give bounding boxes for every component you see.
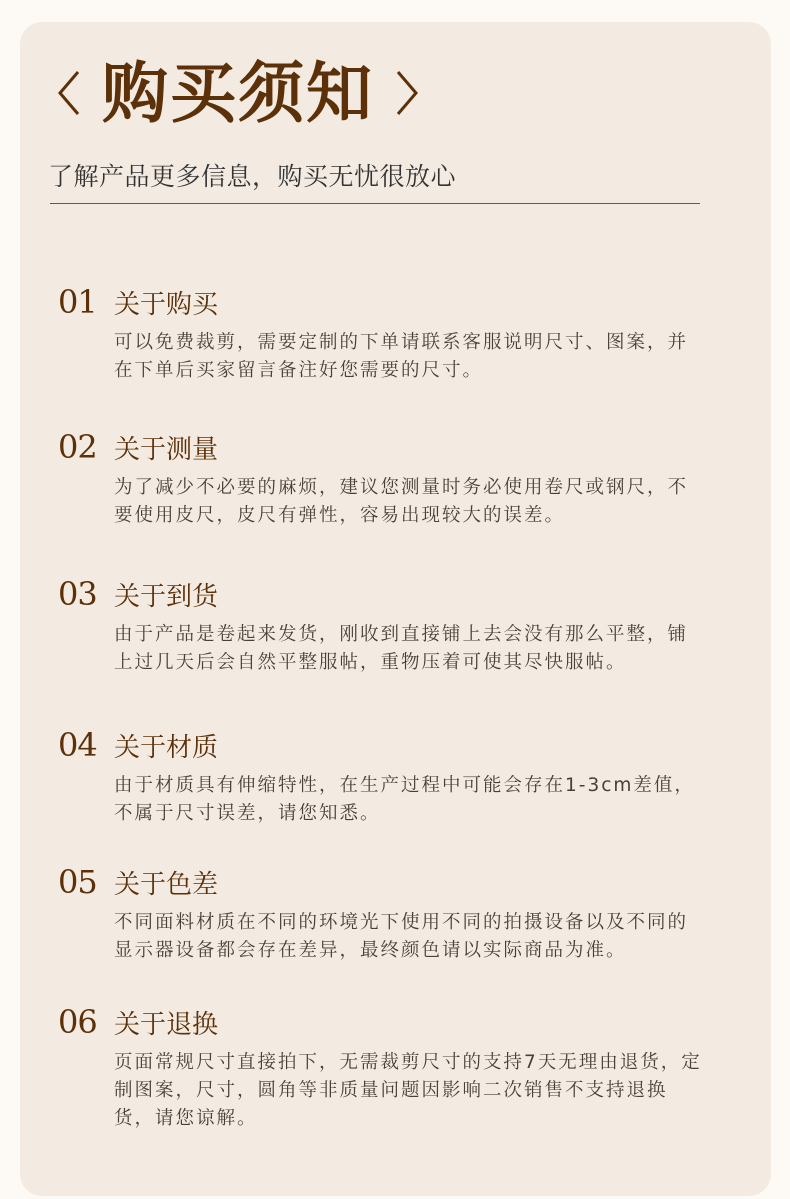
header xyxy=(48,54,428,132)
section-arrival xyxy=(58,575,698,677)
section-number: 06 xyxy=(58,1003,97,1041)
section-title: 关于退换 xyxy=(114,1010,219,1040)
section-number: 01 xyxy=(58,283,97,321)
chevron-left-icon xyxy=(48,58,92,128)
section-title: 关于色差 xyxy=(114,870,219,900)
section-title: 关于材质 xyxy=(114,733,219,763)
section-body: 由于材质具有伸缩特性，在生产过程中可能会存在1-3cm差值，不属于尺寸误差，请您知悉。 xyxy=(114,775,695,824)
chevron-right-icon xyxy=(384,58,428,128)
section-body: 由于产品是卷起来发货，刚收到直接铺上去会没有那么平整，铺上过几天后会自然平整服帖，重物压着可使其尽快服帖。 xyxy=(114,624,689,673)
page-title: 购买须知 xyxy=(102,54,374,132)
section-returns xyxy=(58,1003,702,1133)
section-title: 关于到货 xyxy=(114,582,219,612)
divider xyxy=(50,203,700,204)
section-purchase xyxy=(58,283,698,385)
section-number: 03 xyxy=(58,575,97,613)
section-measurement xyxy=(58,428,698,530)
section-body: 可以免费裁剪，需要定制的下单请联系客服说明尺寸、图案，并在下单后买家留言备注好您需要的尺寸。 xyxy=(114,332,689,381)
section-title: 关于购买 xyxy=(114,290,219,320)
section-color-difference xyxy=(58,863,698,965)
section-number: 02 xyxy=(58,428,97,466)
section-body: 页面常规尺寸直接拍下，无需裁剪尺寸的支持7天无理由退货，定制图案，尺寸，圆角等非质量问题因影响二次销售不支持退换货，请您谅解。 xyxy=(114,1052,702,1129)
section-number: 04 xyxy=(58,726,97,764)
subtitle: 了解产品更多信息，购买无忧很放心 xyxy=(48,162,457,191)
section-body: 为了减少不必要的麻烦，建议您测量时务必使用卷尺或钢尺，不要使用皮尺，皮尺有弹性，容易出现较大的误差。 xyxy=(114,477,689,526)
section-title: 关于测量 xyxy=(114,435,219,465)
section-body: 不同面料材质在不同的环境光下使用不同的拍摄设备以及不同的显示器设备都会存在差异，最终颜色请以实际商品为准。 xyxy=(114,912,689,961)
section-number: 05 xyxy=(58,863,97,901)
section-material xyxy=(58,726,698,828)
